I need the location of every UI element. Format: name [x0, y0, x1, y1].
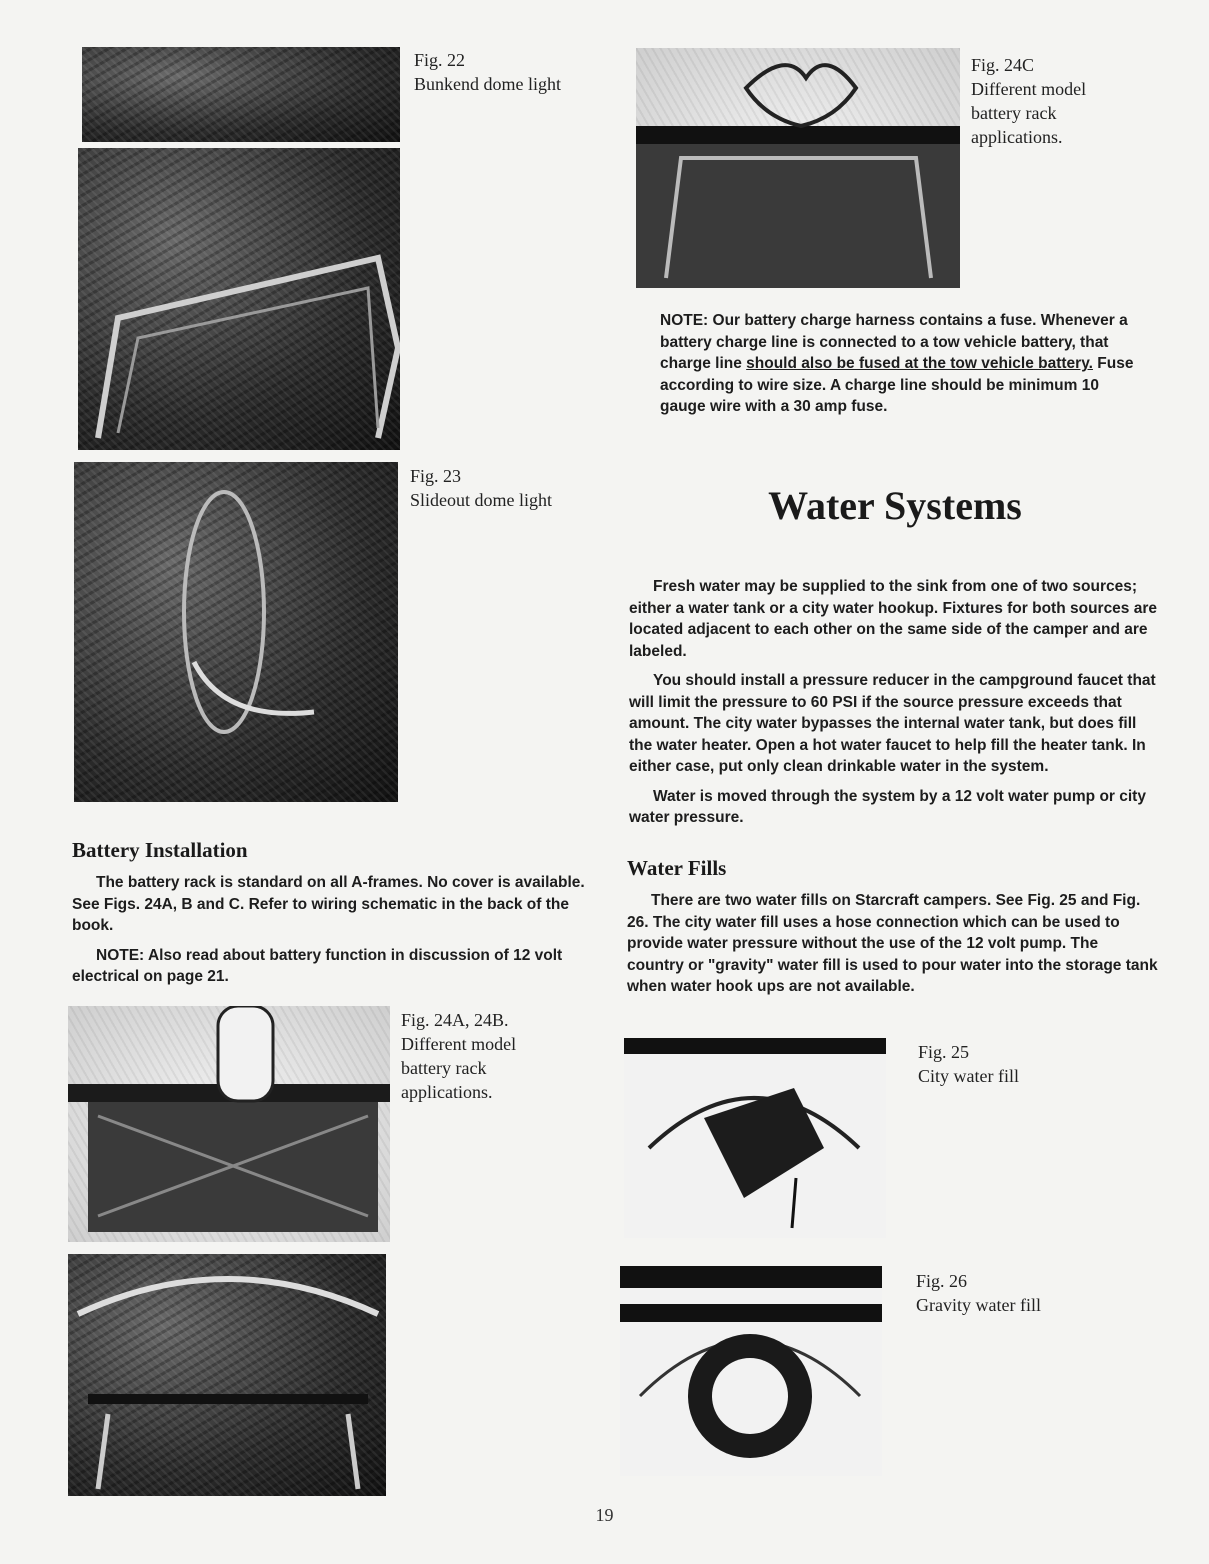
water-para3: Water is moved through the system by a 12 volt water pump or city water pressure. — [629, 787, 1146, 826]
fig25-text: City water fill — [918, 1066, 1019, 1086]
page-number: 19 — [595, 1505, 614, 1525]
fig26-label: Fig. 26 — [916, 1271, 968, 1291]
fig26-photo — [620, 1266, 882, 1476]
fig24ab-label: Fig. 24A, 24B. — [401, 1010, 509, 1030]
fig25-caption — [918, 1040, 1019, 1088]
fig25-photo — [624, 1038, 886, 1238]
fig24c-line1: Different model — [971, 79, 1087, 99]
fig22-photo — [82, 47, 400, 142]
water-fills-body — [627, 890, 1159, 1006]
battery-note-label: NOTE: — [96, 946, 145, 964]
battery-heading: Battery Installation — [72, 838, 248, 862]
battery-body — [72, 872, 602, 996]
fig24b-photo — [68, 1254, 386, 1496]
water-para1: Fresh water may be supplied to the sink from one of two sources; either a water tank or a city water hookup. Fixtures for both sources are located adjacent to each other on the same side of the camper and are labeled. — [629, 578, 1158, 660]
fig24c-label: Fig. 24C — [971, 55, 1035, 75]
charge-note-text1: Our battery charge harness contains a fuse. Whenever a battery charge line is connected to a tow vehicle battery, that charge line — [660, 312, 1128, 372]
water-para2: You should install a pressure reducer in the campground faucet that will limit the pressure to 60 PSI if the source pressure exceeds that amount. The city water bypasses the internal water tank, but does fill the water heater. Open a hot water faucet to help fill the heater tank. In either case, put only clean drinkable water in the system. — [629, 672, 1156, 775]
fig24c-line3: applications. — [971, 127, 1063, 147]
charge-note-text2: Fuse according to wire size. A charge line should be minimum 10 gauge wire with a 30 amp fuse. — [660, 355, 1134, 415]
water-fills-heading: Water Fills — [627, 856, 727, 880]
fig24ab-line1: Different model — [401, 1034, 517, 1054]
water-fills-para: There are two water fills on Starcraft campers. See Fig. 25 and Fig. 26. The city water fill uses a hose connection which can be used to provide water pressure without the use of the 12 volt pump. The country or "gravity" water fill is used to pour water into the storage tank when water hook ups are not available. — [627, 892, 1158, 995]
fig23-label: Fig. 23 — [410, 466, 462, 486]
fig25-label: Fig. 25 — [918, 1042, 970, 1062]
fig24c-photo — [636, 48, 960, 288]
fig24c-caption — [971, 53, 1086, 149]
fig23-caption — [410, 464, 552, 512]
charge-note-label: NOTE: — [660, 312, 709, 329]
battery-para: The battery rack is standard on all A-frames. No cover is available. See Figs. 24A, B and C. Refer to wiring schematic in the back of the book. — [72, 874, 585, 934]
charge-note — [660, 310, 1140, 418]
fig22-text: Bunkend dome light — [414, 74, 561, 94]
fig22-caption — [414, 48, 561, 96]
water-body — [629, 576, 1161, 837]
charge-note-underlined: should also be fused at the tow vehicle battery. — [746, 355, 1093, 372]
battery-note-text: Also read about battery function in discussion of 12 volt electrical on page 21. — [72, 946, 563, 985]
fig24ab-caption — [401, 1008, 516, 1104]
battery-note — [72, 945, 602, 988]
fig26-caption — [916, 1269, 1041, 1317]
fig26-text: Gravity water fill — [916, 1295, 1041, 1315]
water-systems-title: Water Systems — [768, 483, 1022, 528]
fig22-photo-lower — [78, 148, 400, 450]
fig23-photo — [74, 462, 398, 802]
fig22-label: Fig. 22 — [414, 50, 466, 70]
fig24c-line2: battery rack — [971, 103, 1057, 123]
fig23-text: Slideout dome light — [410, 490, 552, 510]
fig24ab-line2: battery rack — [401, 1058, 487, 1078]
fig24a-photo — [68, 1006, 390, 1242]
fig24ab-line3: applications. — [401, 1082, 493, 1102]
